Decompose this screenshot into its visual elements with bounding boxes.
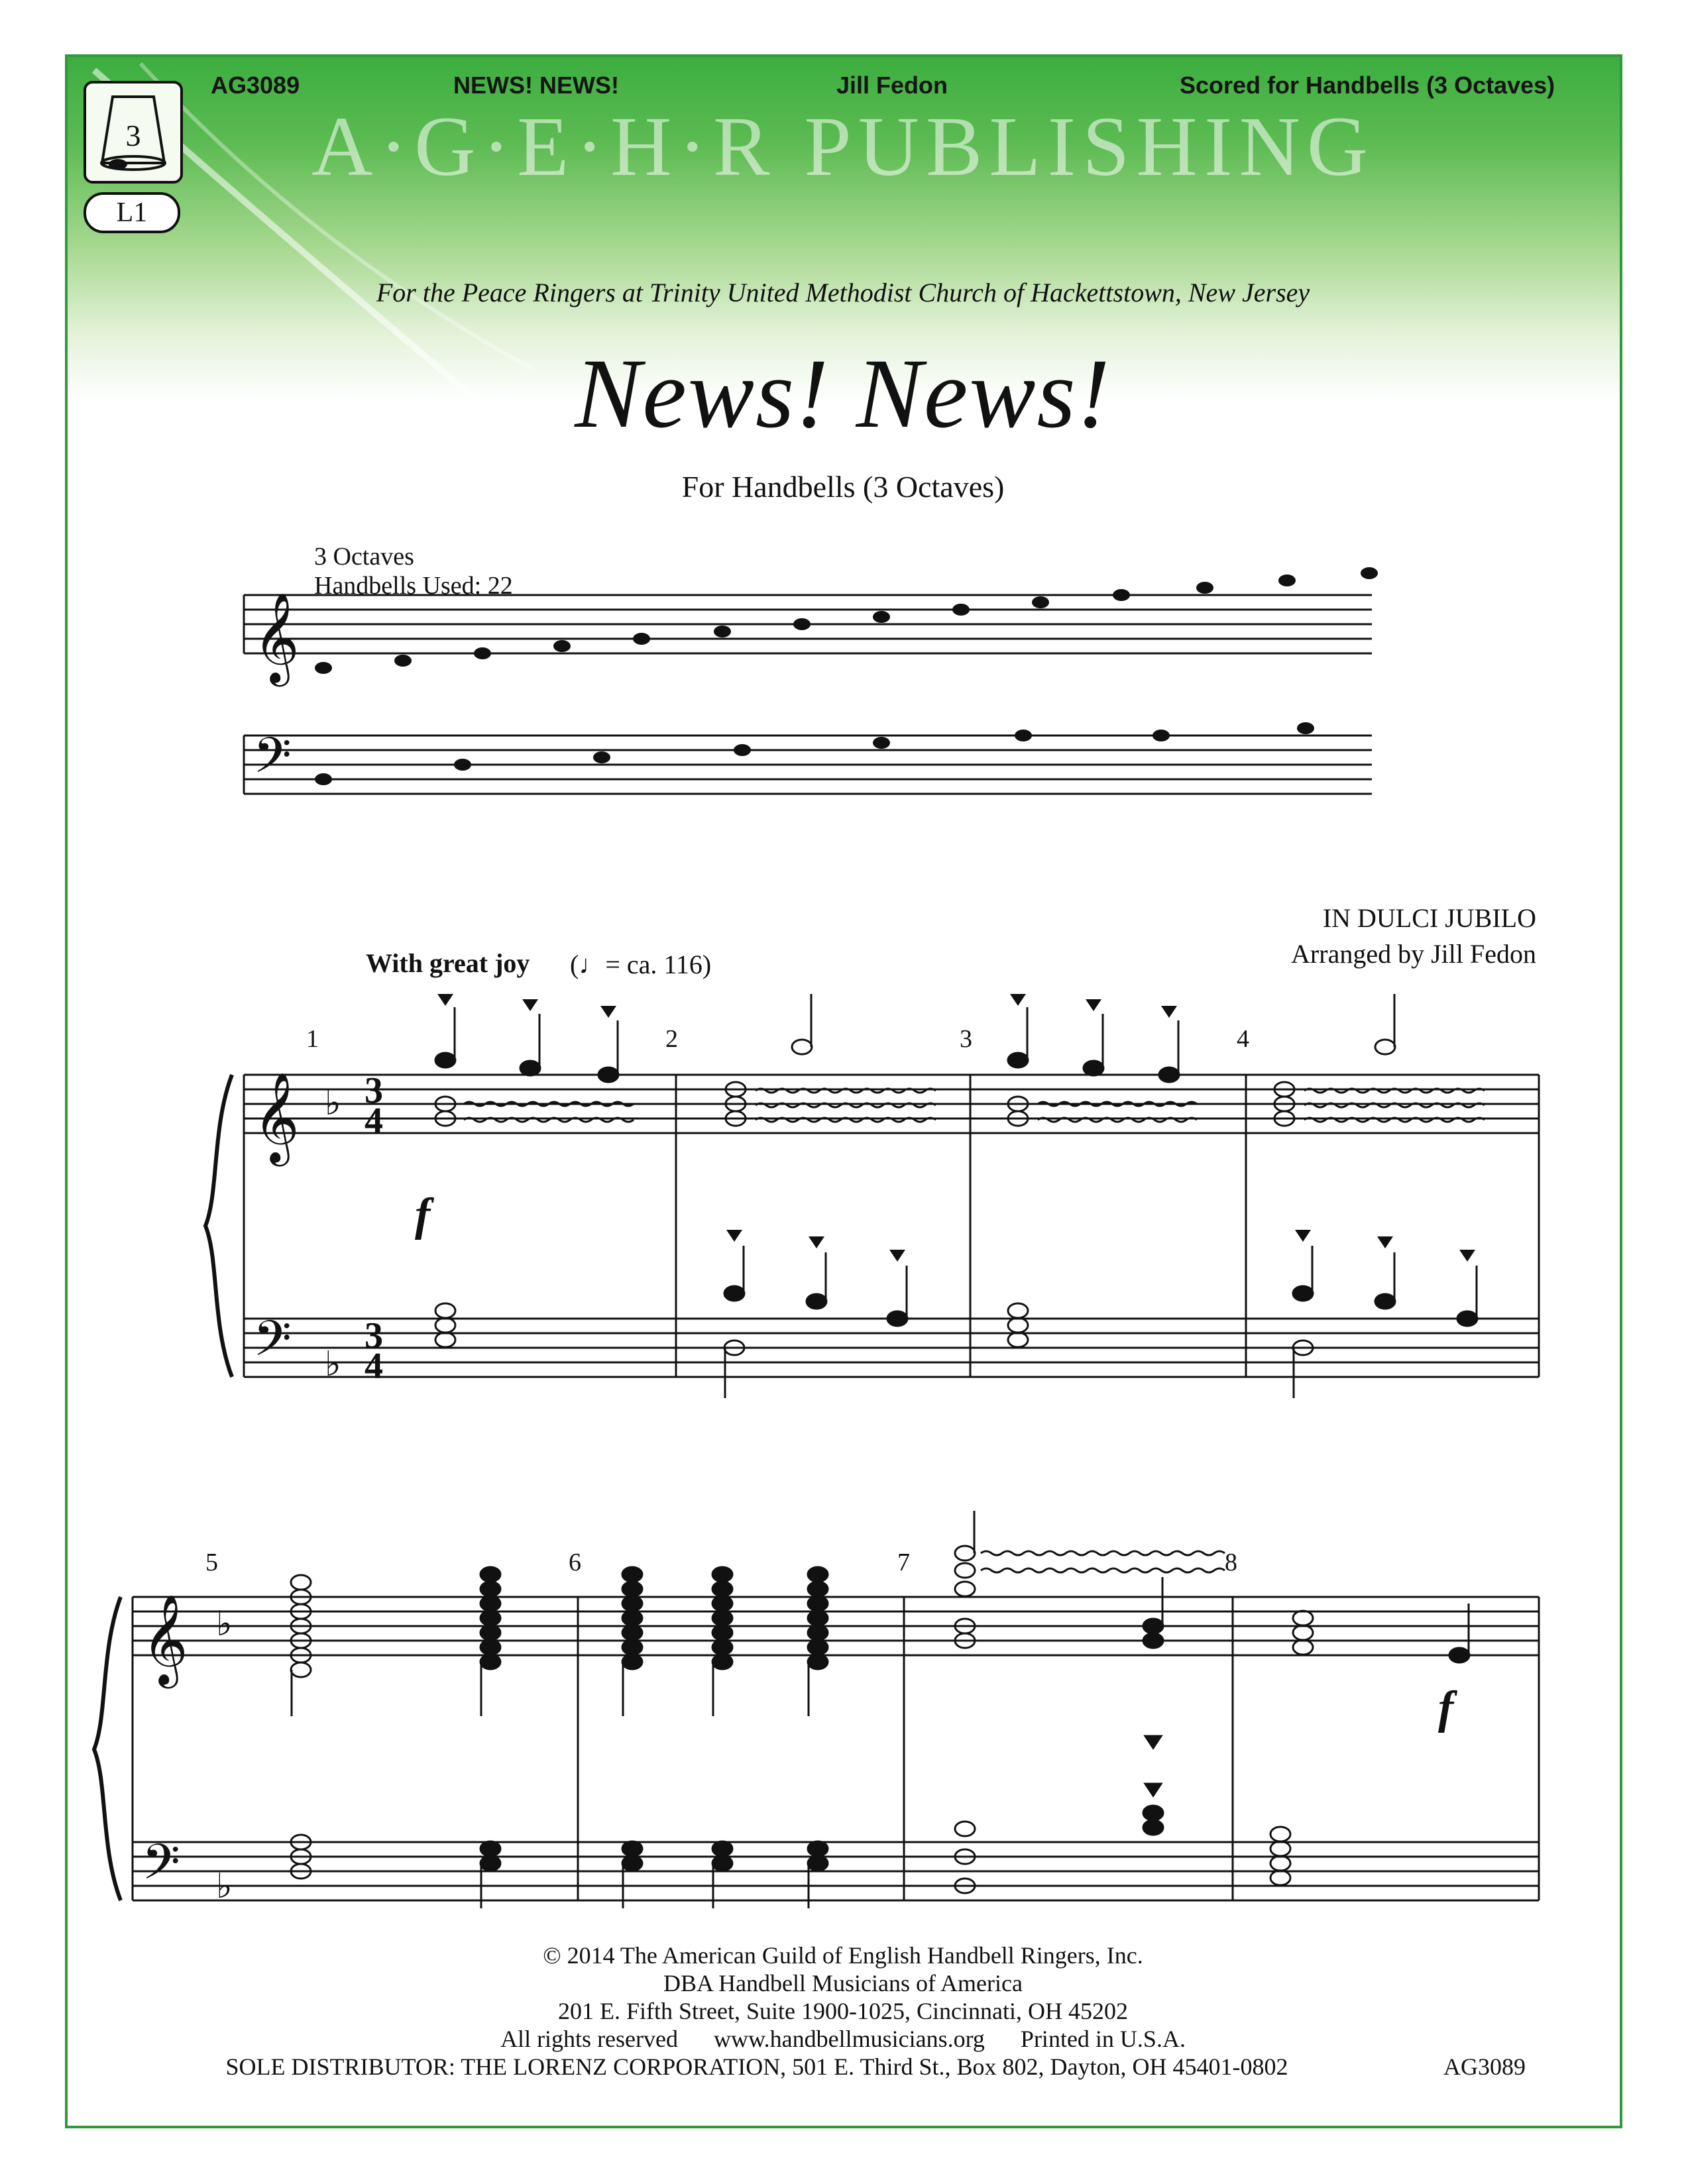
flat-key-signature-icon: ♭ [216, 1604, 233, 1644]
octave-number: 3 [125, 119, 141, 152]
flat-key-signature-icon: ♭ [325, 1344, 341, 1384]
system2-treble-staff [133, 1597, 1539, 1655]
measure-number: 1 [306, 1025, 319, 1053]
system1-bass-staff [244, 1319, 1539, 1377]
system1-notes [435, 994, 1477, 1398]
tune-name: IN DULCI JUBILO [1322, 903, 1536, 933]
dynamic-forte: f [415, 1189, 431, 1240]
footer-dba: DBA Handbell Musicians of America [663, 1970, 1023, 1996]
measure-number: 6 [569, 1549, 581, 1576]
bass-clef-icon: 𝄢 [253, 727, 292, 796]
page-title: News! News! [575, 339, 1111, 449]
footer-copyright: © 2014 The American Guild of English Handbell Ringers, Inc. [543, 1942, 1143, 1969]
shake-lines [464, 1089, 1485, 1572]
tempo-marking: With great joy [366, 948, 530, 978]
treble-clef-icon: 𝄞 [253, 591, 300, 682]
flat-key-signature-icon: ♭ [325, 1083, 341, 1123]
bass-clef-icon: 𝄢 [253, 1310, 292, 1380]
catalog-code: AG3089 [211, 72, 300, 99]
dedication: For the Peace Ringers at Trinity United Methodist Church of Hackettstown, New Jersey [376, 278, 1310, 307]
svg-text:4: 4 [365, 1101, 383, 1142]
measure-number: 4 [1237, 1025, 1249, 1053]
flat-key-signature-icon: ♭ [216, 1867, 233, 1906]
mallet-markings [437, 994, 1475, 1262]
measure-number: 3 [960, 1025, 972, 1053]
range-notes [315, 567, 1378, 785]
treble-clef-icon: 𝄞 [253, 1071, 300, 1162]
footer-code: AG3089 [1443, 2053, 1526, 2080]
range-bells-used: Handbells Used: 22 [314, 572, 513, 600]
svg-text:4: 4 [365, 1346, 383, 1387]
dynamic-forte: f [1438, 1682, 1454, 1733]
header-title: NEWS! NEWS! [453, 72, 619, 99]
publisher-watermark: A·G·E·H·R PUBLISHING [311, 99, 1375, 193]
system2-bass-staff [133, 1842, 1539, 1900]
range-bass-staff [244, 736, 1372, 794]
measure-number: 7 [897, 1549, 910, 1576]
range-octaves: 3 Octaves [314, 543, 414, 571]
header-composer: Jill Fedon [836, 72, 948, 99]
header-scoring: Scored for Handbells (3 Octaves) [1180, 72, 1555, 99]
system2-notes [291, 1511, 1469, 1908]
measure-number: 2 [665, 1025, 678, 1053]
level-badge: L1 [84, 192, 180, 233]
bass-clef-icon: 𝄢 [142, 1833, 180, 1903]
measure-number: 5 [205, 1549, 218, 1576]
measure-number: 8 [1225, 1549, 1237, 1576]
footer-rights: All rights reserved www.handbellmusicians.org Printed in U.S.A. [500, 2026, 1186, 2052]
metronome-marking: (♩= ca. 116) [570, 950, 712, 979]
treble-clef-icon: 𝄞 [142, 1593, 188, 1684]
arranger: Arranged by Jill Fedon [1291, 939, 1536, 969]
footer-address: 201 E. Fifth Street, Suite 1900-1025, Cincinnati, OH 45202 [558, 1998, 1128, 2024]
quarter-note-icon: ♩ [579, 950, 606, 979]
svg-text:3: 3 [365, 1315, 383, 1356]
footer-distributor: SOLE DISTRIBUTOR: THE LORENZ CORPORATION, 501 E. Third St., Box 802, Dayton, OH 45401-0802 [225, 2053, 1288, 2080]
subtitle: For Handbells (3 Octaves) [681, 470, 1005, 504]
svg-text:3: 3 [365, 1070, 383, 1111]
metronome-value: = ca. 116 [605, 950, 702, 979]
